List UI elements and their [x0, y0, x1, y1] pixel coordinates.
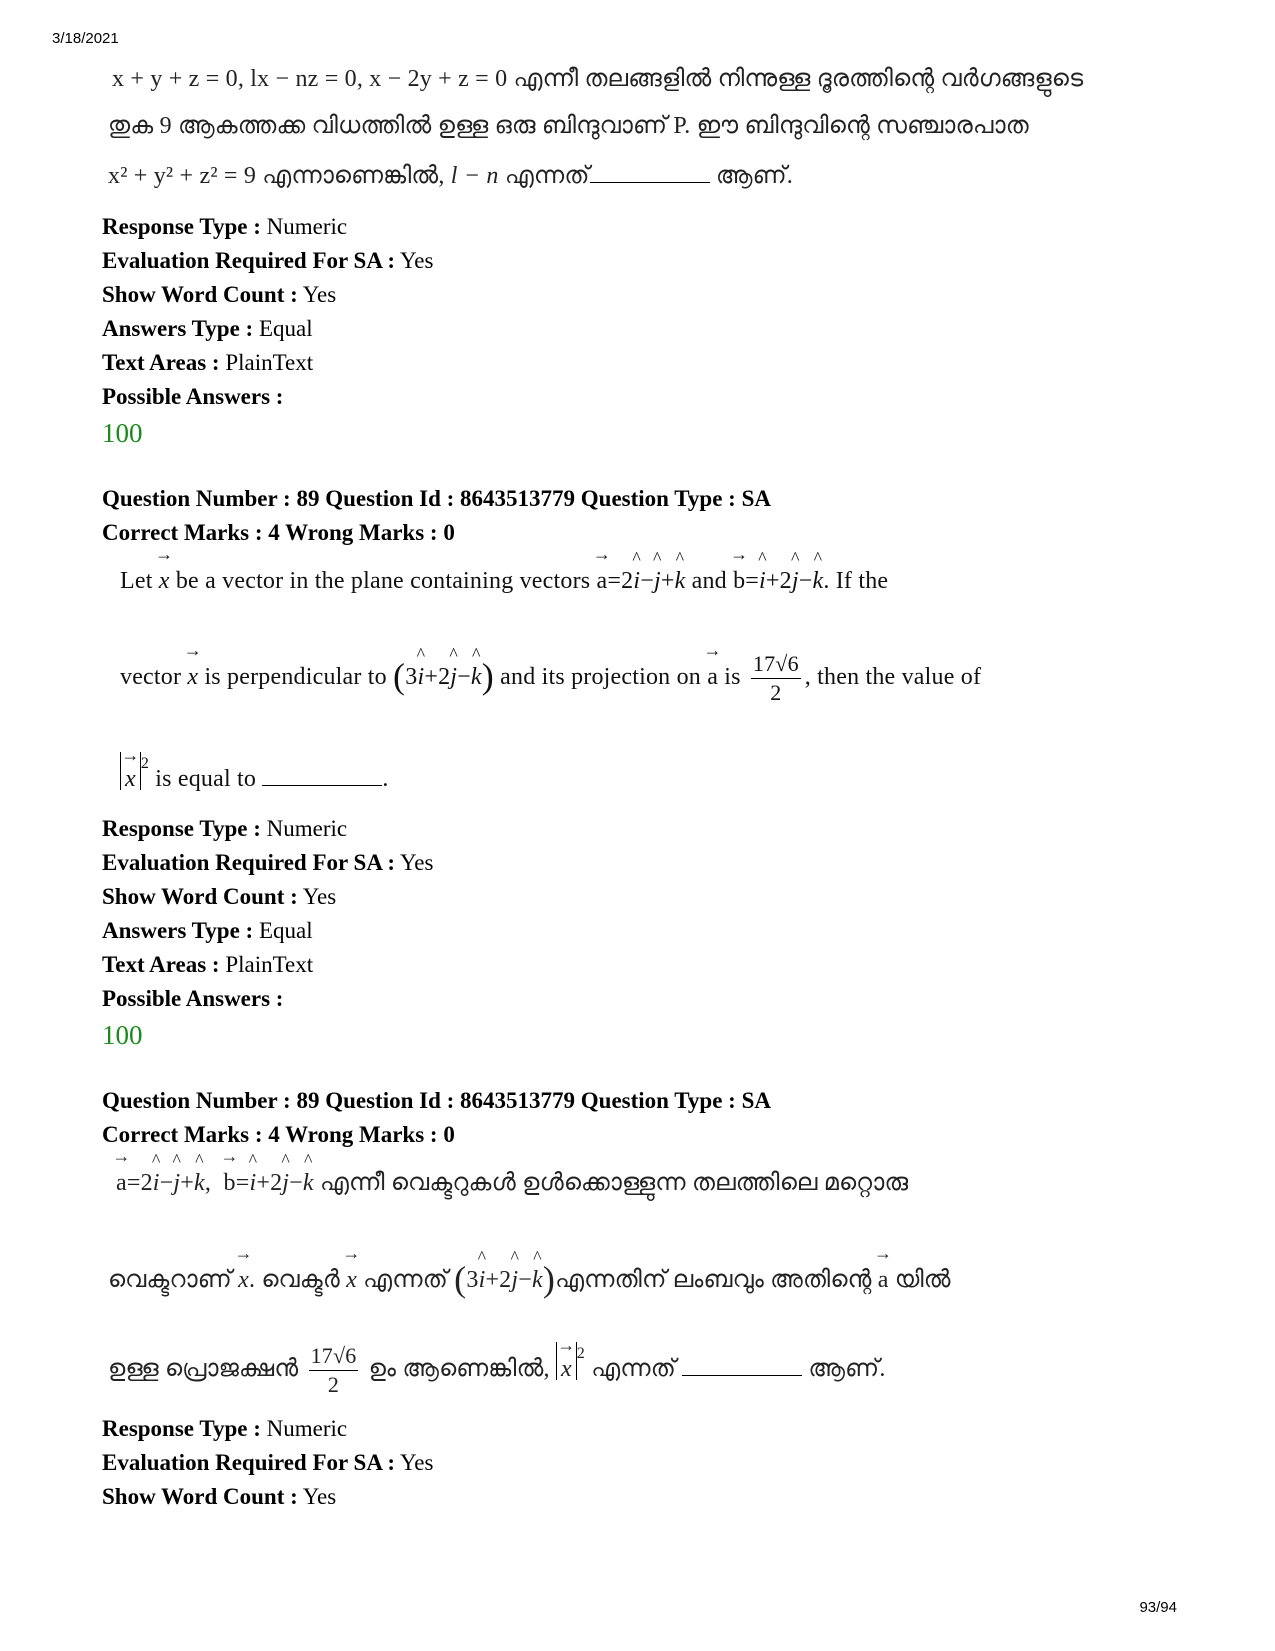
answer-blank — [262, 765, 382, 786]
wordcount-row: Show Word Count : Yes — [102, 884, 337, 909]
q89-ml-header — [102, 1084, 1202, 1152]
locus-equation: x² + y² + z² = 9 — [108, 163, 257, 189]
page-date: 3/18/2021 — [52, 30, 119, 47]
wordcount-row: Show Word Count : Yes — [102, 1484, 337, 1509]
q89-ml-meta — [102, 1412, 1202, 1514]
ml-text: തുക 9 ആകത്തക്ക വിധത്തിൽ ഉള്ള ഒരു ബിന്ദുവാണ് P. ഈ ബിന്ദുവിന്റെ സഞ്ചാരപാത — [108, 113, 1029, 139]
eval-row: Evaluation Required For SA : Yes — [102, 850, 434, 875]
prev-meta — [102, 210, 1202, 452]
q89-en-meta — [102, 812, 1202, 1054]
q89-en-line-2: vector → x is perpendicular to (3^ i+2^ j−^ k) and its projection on → a is $\frac{17√6}{2}$ , then the value of — [120, 650, 981, 707]
q89-ml-line-2: വെക്ടറാണ് → x. വെക്ടർ → x എന്നത് (3^ i+2^ j−^ k)എന്നതിന് ലംബവും അതിന്റെ → a യിൽ — [108, 1258, 951, 1300]
possible-answer-value: 100 — [102, 1020, 143, 1050]
q89-en-line-1: Let → x be a vector in the plane containing vectors → a=2^ i−^ j+^ k and → b=^ i+2^ j−^ k. If the — [120, 568, 888, 595]
eval-row: Evaluation Required For SA : Yes — [102, 248, 434, 273]
eval-row: Evaluation Required For SA : Yes — [102, 1450, 434, 1475]
question-meta-line: Question Number : 89 Question Id : 8643513779 Question Type : SA — [102, 1088, 771, 1113]
projection-fraction: $\frac{17√6}{2}$ — [752, 651, 799, 705]
response-type-row: Response Type : Numeric — [102, 1416, 348, 1441]
possible-answers-label: Possible Answers : — [102, 384, 284, 409]
response-type-row: Response Type : Numeric — [102, 816, 348, 841]
answer-blank — [590, 162, 710, 183]
text-areas-row: Text Areas : PlainText — [102, 952, 314, 977]
prev-question-line-2 — [108, 113, 1029, 140]
q89-en-line-3: → $x^2$ is equal to . — [120, 752, 389, 793]
ml-text: ആണ്. — [715, 163, 793, 189]
text-areas-row: Text Areas : PlainText — [102, 350, 314, 375]
plane-equations: x + y + z = 0, lx − nz = 0, x − 2y + z = 0 — [112, 66, 508, 92]
question-meta-line: Question Number : 89 Question Id : 8643513779 Question Type : SA — [102, 486, 771, 511]
marks-line: Correct Marks : 4 Wrong Marks : 0 — [102, 520, 455, 545]
possible-answer-value: 100 — [102, 418, 143, 448]
ml-text: എന്നീ തലങ്ങളിൽ നിന്നുള്ള ദൂരത്തിന്റെ വർഗങ്ങളുടെ — [513, 66, 1084, 92]
prev-question-line-1 — [112, 66, 1083, 93]
wordcount-row: Show Word Count : Yes — [102, 282, 337, 307]
q89-ml-line-3: ഉള്ള പ്രൊജക്ഷൻ $\frac{17√6}{2}$ ഉം ആണെങ്കിൽ, → $x^2$ എന്നത് ആണ്. — [108, 1342, 886, 1399]
ml-text: എന്നത് — [504, 163, 590, 189]
q89-ml-line-1: → a=2^ i−^ j+^ k, → b=^ i+2^ j−^ k എന്നീ വെക്ടറുകൾ ഉൾക്കൊള്ളുന്ന തലത്തിലെ മറ്റൊരു — [116, 1170, 908, 1197]
ml-text: എന്നാണെങ്കിൽ, — [262, 163, 445, 189]
l-minus-n: l − n — [450, 163, 499, 189]
possible-answers-label: Possible Answers : — [102, 986, 284, 1011]
answers-type-row: Answers Type : Equal — [102, 316, 313, 341]
marks-line: Correct Marks : 4 Wrong Marks : 0 — [102, 1122, 455, 1147]
answers-type-row: Answers Type : Equal — [102, 918, 313, 943]
answer-blank — [682, 1355, 802, 1376]
response-type-row: Response Type : Numeric — [102, 214, 348, 239]
prev-question-line-3 — [108, 162, 793, 190]
projection-fraction: $\frac{17√6}{2}$ — [310, 1343, 357, 1397]
page-number: 93/94 — [1139, 1599, 1177, 1616]
q89-en-header — [102, 482, 1202, 550]
